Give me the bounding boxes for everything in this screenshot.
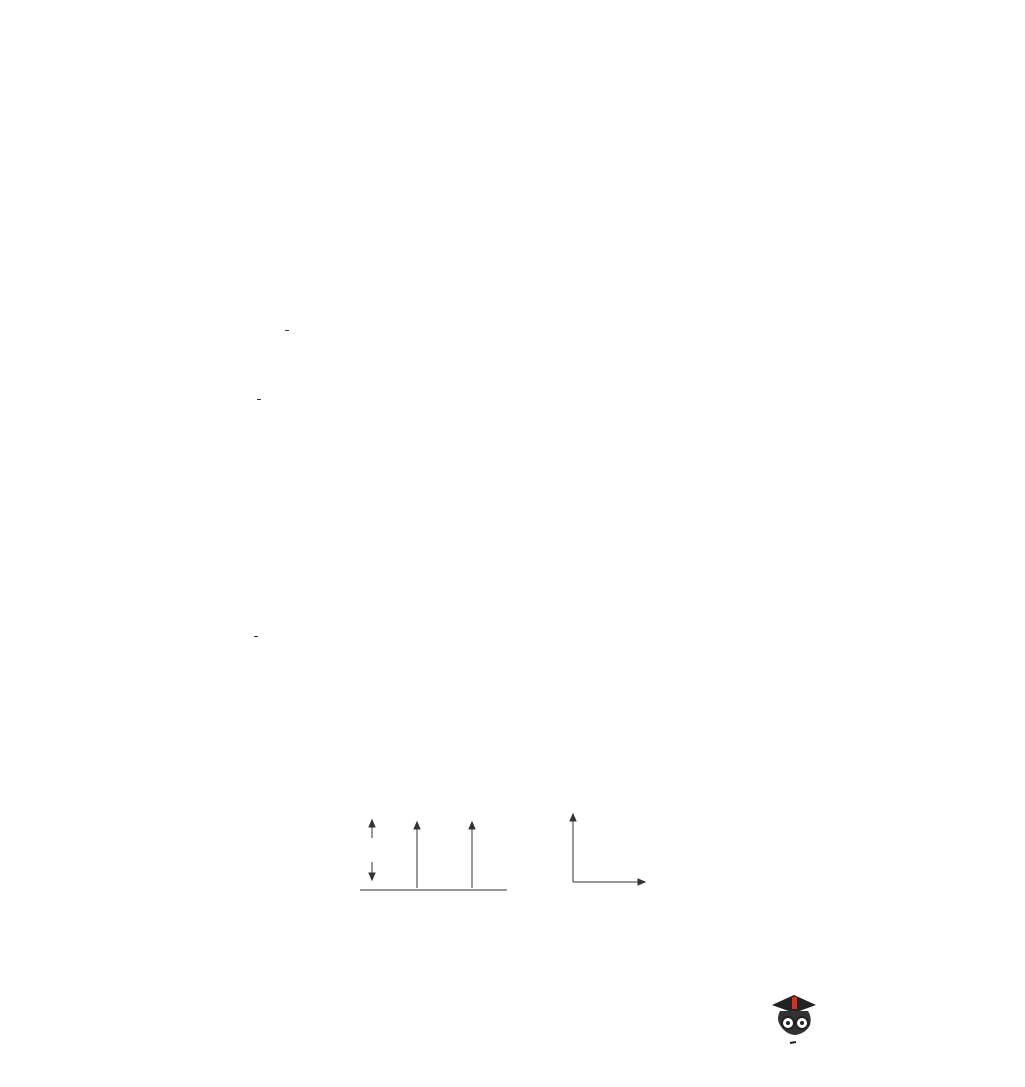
waveguide-figure — [355, 790, 675, 920]
question-21 — [201, 540, 851, 790]
spectral-density-line — [285, 322, 851, 340]
hy-equation — [254, 628, 851, 644]
impedance-fraction — [257, 399, 261, 400]
separation-arrow — [369, 820, 375, 880]
question-20 — [201, 368, 851, 518]
psd-fraction — [285, 330, 289, 331]
question-19 — [201, 80, 851, 360]
collegedunia-logo — [766, 985, 996, 1045]
mascot-icon — [766, 985, 824, 1045]
signal-line — [254, 188, 851, 203]
field-arrows — [414, 822, 475, 888]
coordinate-axes — [570, 814, 645, 885]
impedance-equation — [257, 392, 854, 407]
